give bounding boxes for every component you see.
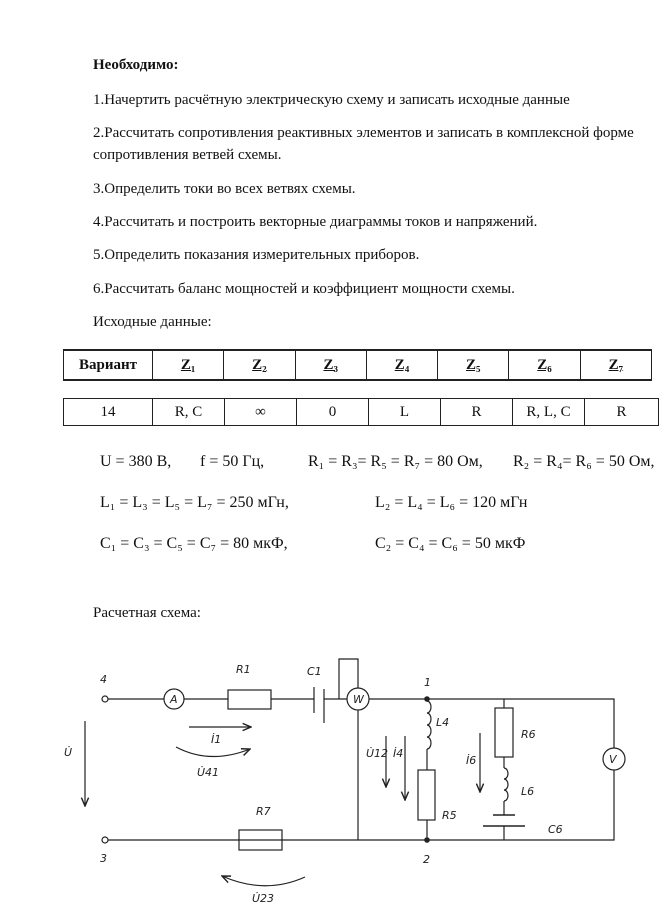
schema-label: Расчетная схема: — [93, 605, 201, 621]
task-1: 1.Начертить расчётную электрическую схему и записать исходные данные — [93, 92, 570, 108]
task-4: 4.Рассчитать и построить векторные диаграммы токов и напряжений. — [93, 214, 538, 230]
l4-label: L4 — [436, 716, 450, 729]
task-2: 2.Рассчитать сопротивления реактивных элементов и записать в комплексной форме сопротивления ветвей схемы. — [93, 125, 634, 163]
u23-label: U̇23 — [252, 892, 275, 905]
terminal-3 — [102, 837, 108, 843]
r1-label: R1 — [236, 663, 251, 676]
wattmeter-label: W — [353, 693, 364, 706]
cell-z5: R — [441, 399, 513, 426]
inductor-l4 — [427, 701, 431, 749]
task-3: 3.Определить токи во всех ветвях схемы. — [93, 181, 356, 197]
header-variant: Вариант — [64, 350, 153, 380]
cell-z6: R, L, C — [513, 399, 585, 426]
param-r-odd: R₁ = R₃= R₅ = R₇ = 80 Ом, — [308, 453, 483, 470]
param-c-odd: C₁ = C₃ = C₅ = C₇ = 80 мкФ, — [100, 535, 288, 552]
header-z6: Z₆ — [509, 350, 580, 380]
wires — [108, 659, 614, 840]
param-l-odd: L₁ = L₃ = L₅ = L₇ = 250 мГн, — [100, 494, 289, 511]
header-z3: Z₃ — [295, 350, 366, 380]
capacitor-c6 — [483, 815, 525, 826]
arrow-u23 — [222, 876, 305, 886]
i6-label: İ6 — [466, 754, 477, 767]
heading: Необходимо: — [93, 57, 179, 73]
node-4-label: 4 — [100, 673, 107, 686]
header-z4: Z₄ — [366, 350, 437, 380]
resistor-r1 — [228, 690, 271, 709]
node-3-label: 3 — [100, 852, 107, 865]
inductor-l6 — [504, 768, 508, 801]
r7-label: R7 — [256, 805, 271, 818]
param-f: f = 50 Гц, — [200, 453, 265, 470]
param-r-even: R₂ = R₄= R₆ = 50 Ом, — [513, 453, 655, 470]
r6-label: R6 — [521, 728, 536, 741]
initial-data-label: Исходные данные: — [93, 314, 212, 330]
cell-z1: R, C — [153, 399, 225, 426]
task-6: 6.Рассчитать баланс мощностей и коэффициент мощности схемы. — [93, 281, 515, 297]
cell-z4: L — [369, 399, 441, 426]
i4-label: İ4 — [393, 747, 404, 760]
u12-label: U̇12 — [366, 747, 389, 760]
param-c-even: C₂ = C₄ = C₆ = 50 мкФ — [375, 535, 526, 552]
param-u: U = 380 В, — [100, 453, 172, 470]
header-z1: Z₁ — [153, 350, 224, 380]
cell-z2: ∞ — [225, 399, 297, 426]
cell-z7: R — [585, 399, 659, 426]
resistor-r5 — [418, 770, 435, 820]
capacitor-c1 — [314, 687, 324, 723]
header-z2: Z₂ — [224, 350, 295, 380]
cell-z3: 0 — [297, 399, 369, 426]
resistor-r6 — [495, 708, 513, 757]
l6-label: L6 — [521, 785, 535, 798]
ammeter-label: A — [170, 693, 178, 706]
cell-variant: 14 — [64, 399, 153, 426]
u41-label: U̇41 — [197, 766, 220, 779]
header-z7: Z₇ — [580, 350, 651, 380]
c6-label: C6 — [548, 823, 563, 836]
node-1-label: 1 — [424, 676, 431, 689]
arrow-u41 — [176, 747, 250, 757]
r5-label: R5 — [442, 809, 457, 822]
u-label: U̇ — [64, 746, 73, 759]
terminal-4 — [102, 696, 108, 702]
task-5: 5.Определить показания измерительных приборов. — [93, 247, 420, 263]
header-z5: Z₅ — [438, 350, 509, 380]
c1-label: C1 — [307, 665, 322, 678]
voltmeter-label: V — [609, 753, 617, 766]
node-2-label: 2 — [423, 853, 430, 866]
param-l-even: L₂ = L₄ = L₆ = 120 мГн — [375, 494, 528, 511]
i1-label: İ1 — [211, 733, 222, 746]
node-2-dot — [425, 838, 429, 842]
